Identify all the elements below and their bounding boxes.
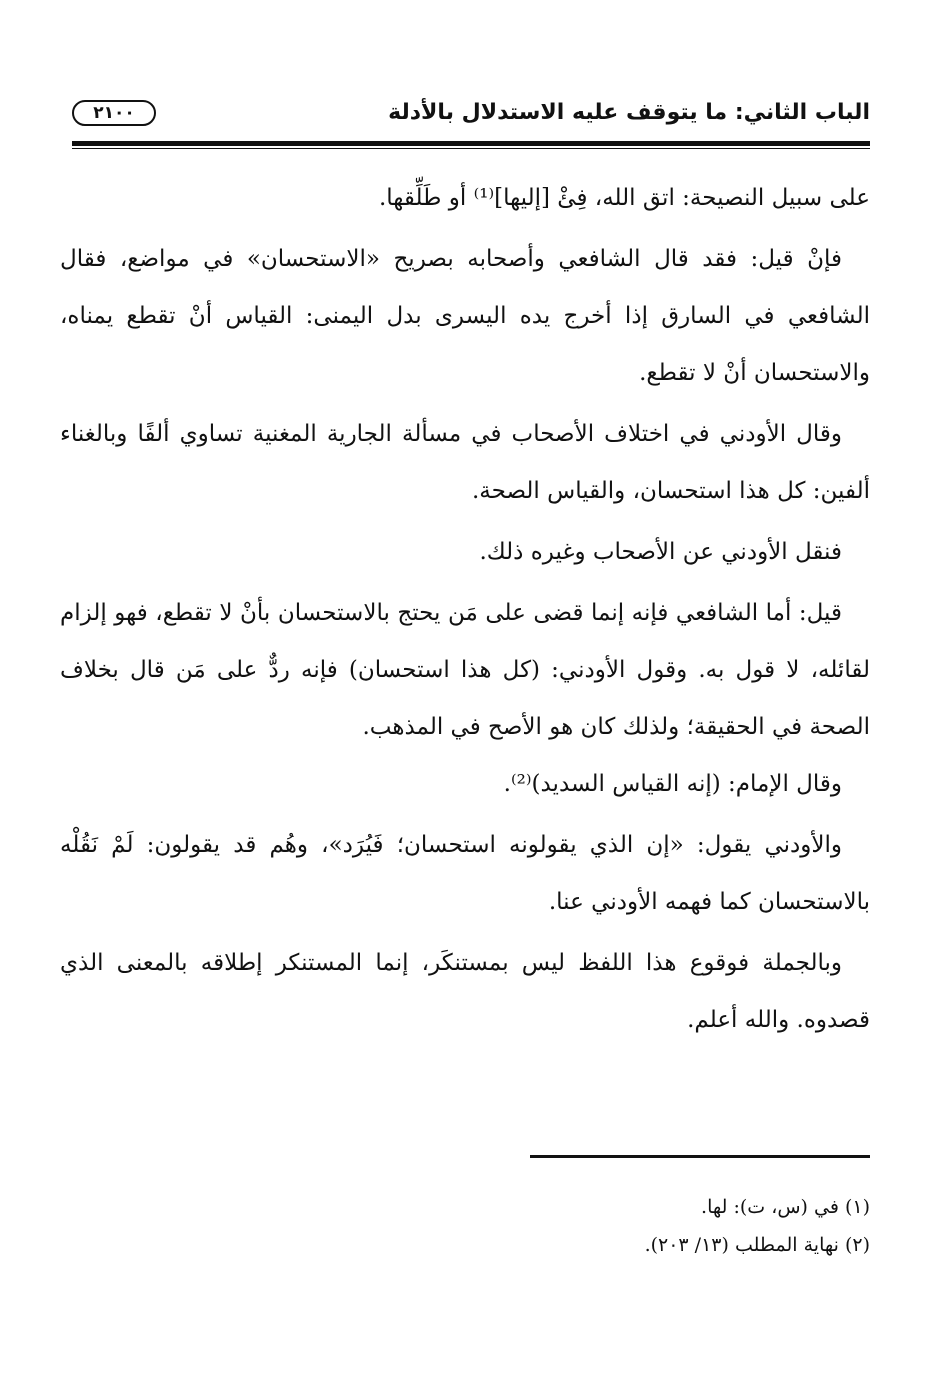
- page-number-badge: ٢١٠٠: [72, 100, 156, 126]
- footnote-separator: [530, 1155, 870, 1158]
- running-header: [72, 92, 870, 138]
- paragraph: وقال الإمام: (إنه القياس السديد)⁽²⁾.: [503, 771, 842, 797]
- header-rule-thin: [72, 148, 870, 149]
- paragraph: على سبيل النصيحة: اتق الله، فِئْ [إليها]⁽¹⁾ أو طَلِّقها.: [378, 185, 870, 211]
- footnote: (٢) نهاية المطلب (١٣/ ٢٠٣).: [644, 1234, 870, 1256]
- paragraph: فإنْ قيل: فقد قال الشافعي وأصحابه بصريح «الاستحسان» في مواضع، فقال الشافعي في السارق إذا أخرج يده اليسرى بدل اليمنى: القياس أنْ تقطع يمناه، والاستحسان أنْ لا تقطع.: [60, 246, 870, 386]
- footnote: (١) في (س، ت): لها.: [701, 1196, 870, 1218]
- paragraph: وقال الأودني في اختلاف الأصحاب في مسألة الجارية المغنية تساوي ألفًا وبالغناء ألفين: كل هذا استحسان، والقياس الصحة.: [60, 421, 870, 504]
- paragraph: والأودني يقول: «إن الذي يقولونه استحسان؛ فَيُرَد»، وهُم قد يقولون: لَمْ نَقُلْه بالاستحسان كما فهمه الأودني عنا.: [60, 832, 870, 915]
- chapter-title: الباب الثاني: ما يتوقف عليه الاستدلال بالأدلة: [388, 100, 870, 125]
- header-rule-thick: [72, 141, 870, 146]
- paragraph: قيل: أما الشافعي فإنه إنما قضى على مَن يحتج بالاستحسان بأنْ لا تقطع، فهو إلزام لقائله، لا قول به. وقول الأودني: (كل هذا استحسان) فإنه ردٌّ على مَن قال بخلاف الصحة في الحقيقة؛ ولذلك كان هو الأصح في المذهب.: [60, 600, 870, 740]
- paragraph: فنقل الأودني عن الأصحاب وغيره ذلك.: [479, 539, 842, 565]
- footnotes: [400, 1188, 870, 1264]
- paragraph: وبالجملة فوقوع هذا اللفظ ليس بمستنكَر، إنما المستنكر إطلاقه بالمعنى الذي قصدوه. والله أعلم.: [60, 950, 870, 1033]
- main-text: [60, 170, 870, 1049]
